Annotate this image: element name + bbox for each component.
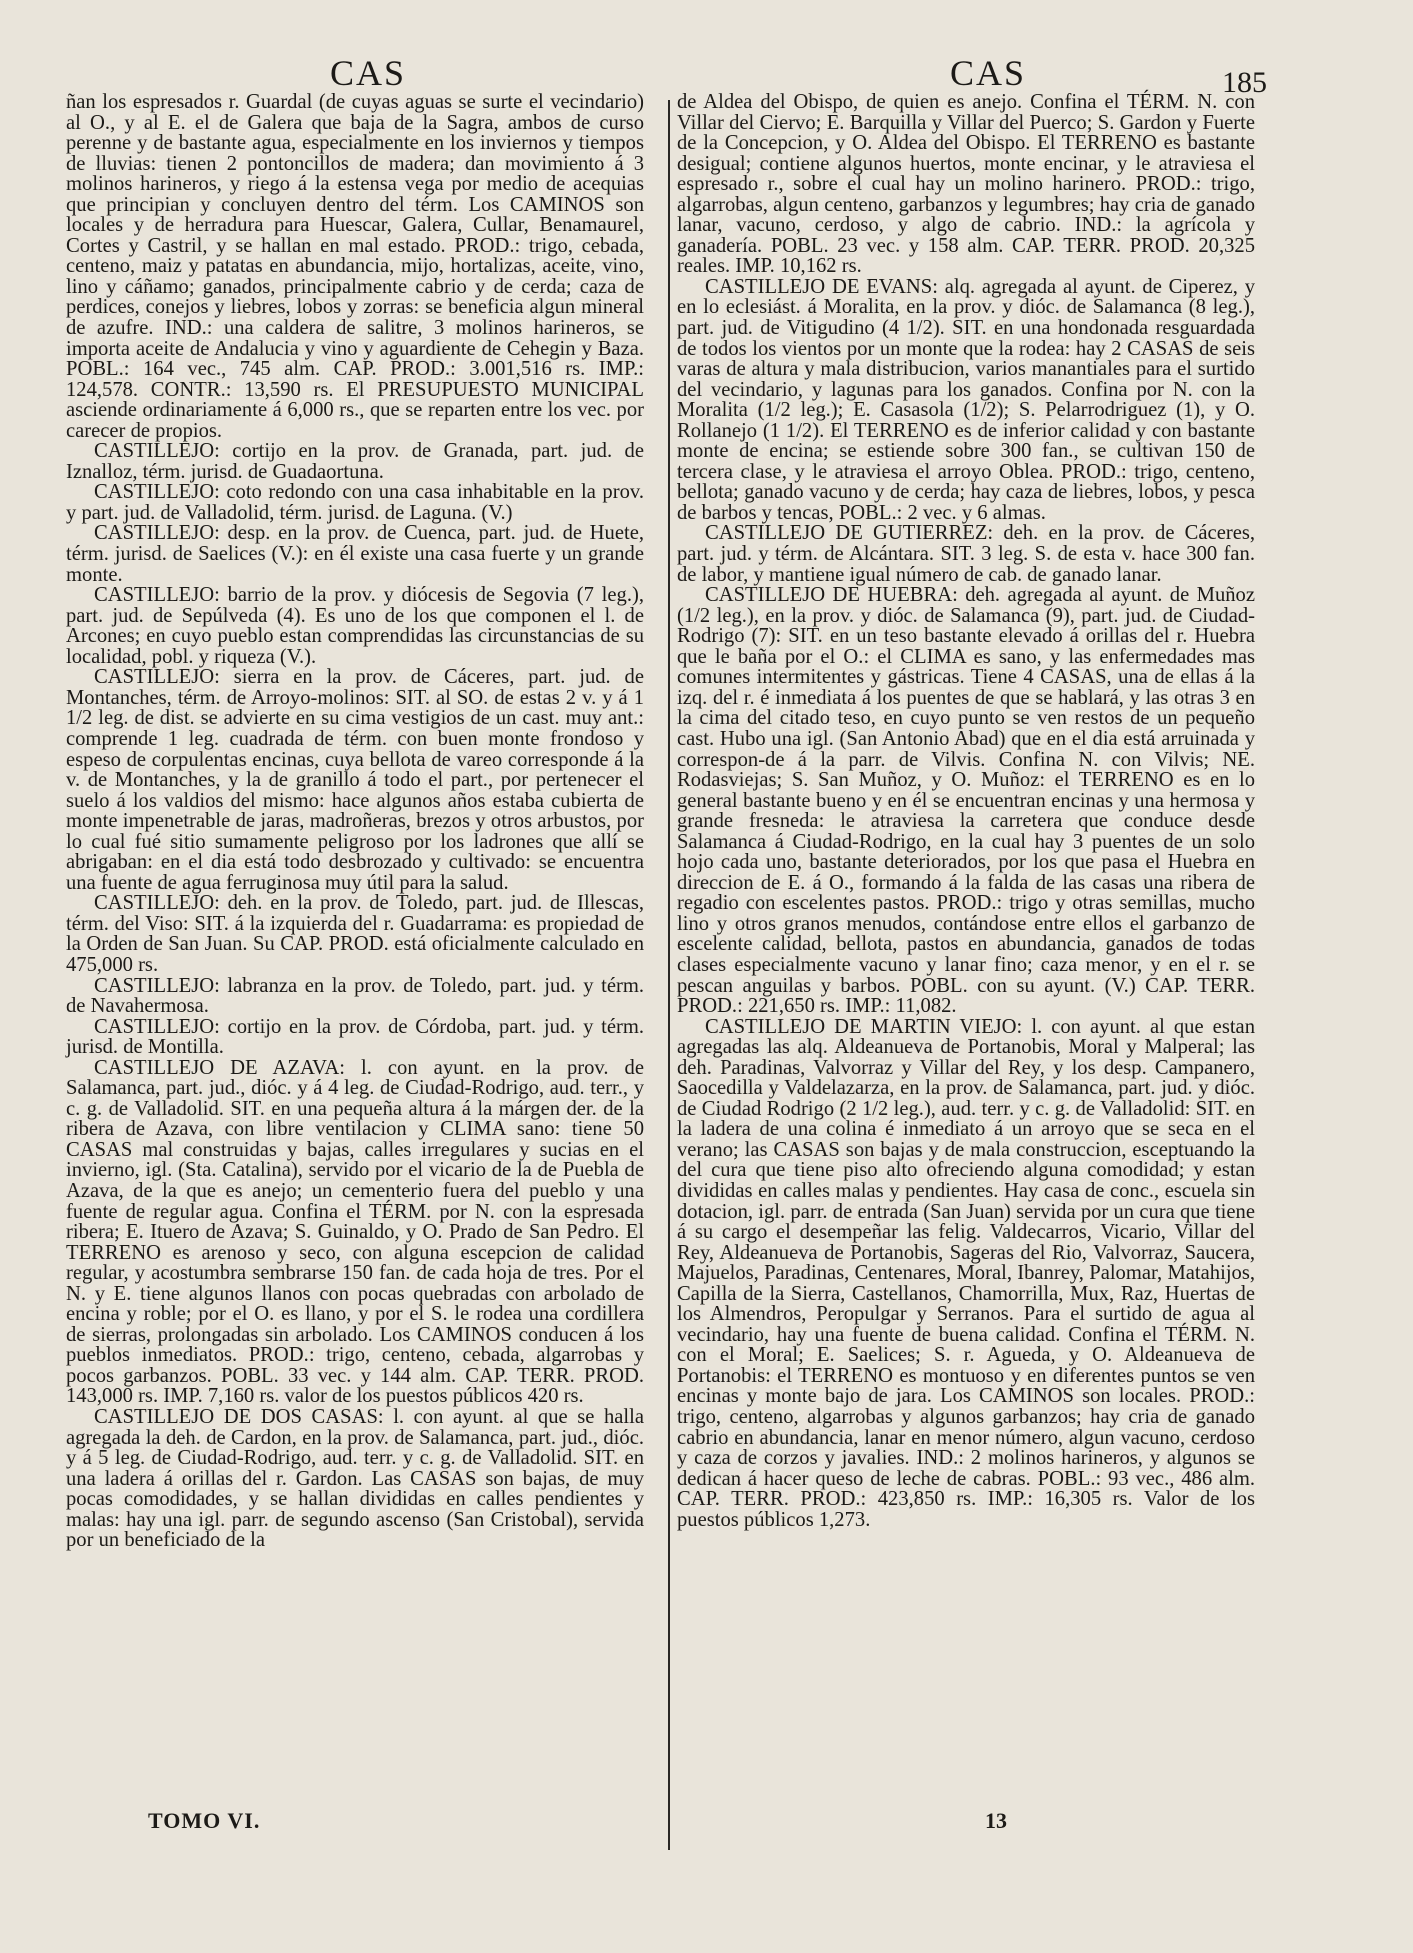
entry-paragraph: ñan los espresados r. Guardal (de cuyas aguas se surte el vecindario) al O., y al E. el de Galera que baja de la Sagra, ambos de curso perenne y de bastante agua, especialmente en los inviernos y tiempos de lluvias: tienen 2 pontoncillos de madera; dan movimiento á 3 molinos harineros, y riego á la estensa vega por medio de acequias que principian y concluyen dentro del térm. Los CAMINOS son locales y de herradura para Huescar, Galera, Cullar, Benamaurel, Cortes y Castril, y se hallan en mal estado. PROD.: trigo, cebada, centeno, maiz y patatas en abundancia, mijo, hortalizas, aceite, vino, lino y cáñamo; ganados, principalmente cabrio y de cerda; caza de perdices, conejos y liebres, lobos y zorras: se beneficia algun mineral de azufre. IND.: una caldera de salitre, 3 molinos harineros, se importa aceite de Andalucia y vino y aguardiente de Cehegin y Baza. POBL.: 164 vec., 745 alm. CAP. PROD.: 3.001,516 rs. IMP.: 124,578. CONTR.: 13,590 rs. El PRESUPUESTO MUNICIPAL asciende ordinariamente á 6,000 rs., que se reparten entre los vec. por carecer de propios. [66,91,644,442]
entry-paragraph: CASTILLEJO DE AZAVA: l. con ayunt. en la prov. de Salamanca, part. jud., dióc. y á 4 leg. de Ciudad-Rodrigo, aud. terr., y c. g. de Valladolid. SIT. en una pequeña altura á la márgen der. de la ribera de Azava, con libre ventilacion y CLIMA sano: tiene 50 CASAS mal construidas y bajas, calles irregulares y sucias en el invierno, igl. (Sta. Catalina), servido por el vicario de la de Puebla de Azava, de la que es anejo; un cementerio fuera del pueblo y una fuente de regular agua. Confina el TÉRM. por N. con la espresada ribera; E. Ituero de Azava; S. Guinaldo, y O. Prado de San Pedro. El TERRENO es arenoso y seco, con alguna escepcion de calidad regular, y acostumbra sembrarse 150 fan. de cada hoja de tres. Por el N. y E. tiene algunos llanos con pocas quebradas con arbolado de encina y roble; por el O. es llano, y por el S. le rodea una cordillera de sierras, prolongadas sin arbolado. Los CAMINOS conducen á los pueblos inmediatos. PROD.: trigo, centeno, cebada, algarrobas y pocos garbanzos. POBL. 33 vec. y 144 alm. CAP. TERR. PROD. 143,000 rs. IMP. 7,160 rs. valor de los puestos públicos 420 rs. [66,1056,644,1408]
entry-paragraph: CASTILLEJO: sierra en la prov. de Cáceres, part. jud. de Montanches, térm. de Arroyo-molinos: SIT. al SO. de estas 2 v. y á 1 1/2 leg. de dist. se advierte en su cima vestigios de un cast. muy ant.: comprende 1 leg. cuadrada de térm. con buen monte frondoso y espeso de corpulentas encinas, cuya bellota de vareo corresponde á la v. de Montanches, y la de granillo á todo el part., por pertenecer el suelo á los valdios del mismo: hace algunos años estaba cubierta de monte impenetrable de jaras, madroñeras, brezos y otros arbustos, por lo cual fué sitio sumamente peligroso por los ladrones que allí se abrigaban: en el dia está todo desbrozado y cultivado: se encuentra una fuente de agua ferruginosa muy útil para la salud. [66,666,644,894]
right-column [677,92,1255,1530]
entry-paragraph: CASTILLEJO DE GUTIERREZ: deh. en la prov. de Cáceres, part. jud. y térm. de Alcántara. SIT. 3 leg. S. de esta v. hace 300 fan. de labor, y mantiene igual número de cab. de ganado lanar. [677,522,1255,586]
entry-paragraph: CASTILLEJO: cortijo en la prov. de Córdoba, part. jud. y térm. jurisd. de Montilla. [66,1015,644,1059]
page-number: 185 [1222,66,1267,99]
entry-paragraph: CASTILLEJO: coto redondo con una casa inhabitable en la prov. y part. jud. de Valladolid, térm. jurisd. de Laguna. (V.) [66,481,644,524]
running-head-right: CAS [950,53,1027,93]
left-column [66,92,644,1551]
entry-paragraph: CASTILLEJO: labranza en la prov. de Toledo, part. jud. y térm. de Navahermosa. [66,974,644,1018]
volume-label: TOMO VI. [148,1808,261,1833]
entry-paragraph: CASTILLEJO: cortijo en la prov. de Granada, part. jud. de Iznalloz, térm. jurisd. de Guadaortuna. [66,440,644,483]
signature-mark: 13 [985,1808,1007,1833]
entry-paragraph: de Aldea del Obispo, de quien es anejo. Confina el TÉRM. N. con Villar del Ciervo; E. Barquilla y Villar del Puerco; S. Gardon y Fuerte de la Concepcion, y O. Aldea del Obispo. El TERRENO es bastante desigual; contiene algunos huertos, monte encinar, y le atraviesa el espresado r., sobre el cual hay un molino harinero. PROD.: trigo, algarrobas, algun centeno, garbanzos y legumbres; hay cria de ganado lanar, vacuno, cerdoso, y algo de cabrio. IND.: la agrícola y ganadería. POBL. 23 vec. y 158 alm. CAP. TERR. PROD. 20,325 reales. IMP. 10,162 rs. [677,91,1255,278]
entry-paragraph: CASTILLEJO: desp. en la prov. de Cuenca, part. jud. de Huete, térm. jurisd. de Saelices (V.): en él existe una casa fuerte y un grande monte. [66,522,644,586]
entry-paragraph: CASTILLEJO DE MARTIN VIEJO: l. con ayunt. al que estan agregadas las alq. Aldeanueva de Portanobis, Moral y Malperal; las deh. Paradinas, Valvorraz y Villar del Rey, y los desp. Campanero, Saocedilla y Valdelazarza, en la prov. de Salamanca, part. jud. y dióc. de Ciudad Rodrigo (2 1/2 leg.), aud. terr. y c. g. de Valladolid: SIT. en la ladera de una colina é inmediato á un arroyo que se seca en el verano; las CASAS son bajas y de mala construccion, esceptuando la del cura que tiene piso alto ofreciendo alguna comodidad; y estan divididas en calles malas y pendientes. Hay casa de conc., escuela sin dotacion, igl. parr. de entrada (San Juan) servida por un cura que tiene á su cargo el desempeñar las felig. Valdecarros, Vicario, Villar del Rey, Aldeanueva de Portanobis, Sageras del Rio, Valvorraz, Saucera, Majuelos, Paradinas, Centenares, Moral, Ibanrey, Palomar, Matahijos, Capilla de la Sierra, Castellanos, Chamorrilla, Mux, Raz, Huertas de los Almendros, Peropulgar y Serranos. Para el surtido de agua al vecindario, hay una fuente de buena calidad. Confina el TÉRM. N. con el Moral; E. Saelices; S. r. Agueda, y O. Aldeanueva de Portanobis: el TERRENO es montuoso y en diferentes puntos se ven encinas y monte bajo de jara. Los CAMINOS son locales. PROD.: trigo, centeno, algarrobas y algunos garbanzos; hay cria de ganado cabrio en abundancia, lanar en menor número, algun vacuno, cerdoso y caza de corzos y javalies. IND.: 2 molinos harineros, y algunos se dedican á hacer queso de leche de cabras. POBL.: 93 vec., 486 alm. CAP. TERR. PROD.: 423,850 rs. IMP.: 16,305 rs. Valor de los puestos públicos 1,273. [677,1015,1255,1531]
entry-paragraph: CASTILLEJO: deh. en la prov. de Toledo, part. jud. de Illescas, térm. del Viso: SIT. á la izquierda del r. Guadarrama: es propiedad de la Orden de San Juan. Su CAP. PROD. está oficialmente calculado en 475,000 rs. [66,892,644,976]
entry-paragraph: CASTILLEJO DE HUEBRA: deh. agregada al ayunt. de Muñoz (1/2 leg.), en la prov. y dióc. de Salamanca (9), part. jud. de Ciudad-Rodrigo (7): SIT. en un teso bastante elevado á orillas del r. Huebra que le baña por el O.: el CLIMA es sano, y las enfermedades mas comunes intermitentes y gástricas. Tiene 4 CASAS, una de ellas á la izq. del r. é inmediata á los puentes de que se hablará, y las otras 3 en la cima del citado teso, en cuyo punto se ven restos de un pequeño cast. Hubo una igl. (San Antonio Abad) que en el dia está arruinada y correspon-de á la parr. de Vilvis. Confina N. con Vilvis; NE. Rodasviejas; S. San Muñoz, y O. Muñoz: el TERRENO es en lo general bastante bueno y en él se encuentran encinas y una hermosa y grande fresneda: le atraviesa la carretera que conduce desde Salamanca á Ciudad-Rodrigo, en la cual hay 3 puentes de un solo hojo cada uno, bastante deteriorados, por los que pasa el Huebra en direccion de E. á O., formando á la falda de las casas una ribera de regadio con escelentes pastos. PROD.: trigo y otras semillas, mucho lino y otros granos menudos, contándose entre ellos el garbanzo de escelente calidad, bellota, pastos en abundancia, ganados de todas clases especialmente vacuno y lanar fino; caza menor, y en el r. se pescan anguilas y barbos. POBL. con su ayunt. (V.) CAP. TERR. PROD.: 221,650 rs. IMP.: 11,082. [677,584,1255,1018]
entry-paragraph: CASTILLEJO: barrio de la prov. y diócesis de Segovia (7 leg.), part. jud. de Sepúlveda (4). Es uno de los que componen el l. de Arcones; en cuyo pueblo estan comprendidas las circunstancias de su localidad, pobl. y riqueza (V.). [66,584,644,668]
running-head-left: CAS [330,53,407,93]
entry-paragraph: CASTILLEJO DE EVANS: alq. agregada al ayunt. de Ciperez, y en lo eclesiást. á Moralita, en la prov. y dióc. de Salamanca (8 leg.), part. jud. de Vitigudino (4 1/2). SIT. en una hondonada resguardada de todos los vientos por un monte que la rodea: hay 2 CASAS de seis varas de altura y mala distribucion, varios manantiales para el surtido del vecindario, y lagunas para los ganados. Confina por N. con la Moralita (1/2 leg.); E. Casasola (1/2); S. Pelarrodriguez (1), y O. Rollanejo (1 1/2). El TERRENO es de inferior calidad y con bastante monte de encina; se estiende sobre 300 fan., se cultivan 150 de tercera clase, y le atraviesa el arroyo Oblea. PROD.: trigo, centeno, bellota; ganado vacuno y de cerda; hay caza de liebres, lobos, y pesca de barbos y tencas, POBL.: 2 vec. y 6 almas. [677,275,1255,524]
column-divider [668,100,670,1850]
entry-paragraph: CASTILLEJO DE DOS CASAS: l. con ayunt. al que se halla agregada la deh. de Cardon, en la prov. de Salamanca, part. jud., dióc. y á 5 leg. de Ciudad-Rodrigo, aud. terr. y c. g. de Valladolid. SIT. en una ladera á orillas del r. Gardon. Las CASAS son bajas, de muy pocas comodidades, y se hallan divididas en calles pendientes y malas: hay una igl. parr. de segundo ascenso (San Cristobal), servida por un beneficiado de la [66,1406,644,1552]
